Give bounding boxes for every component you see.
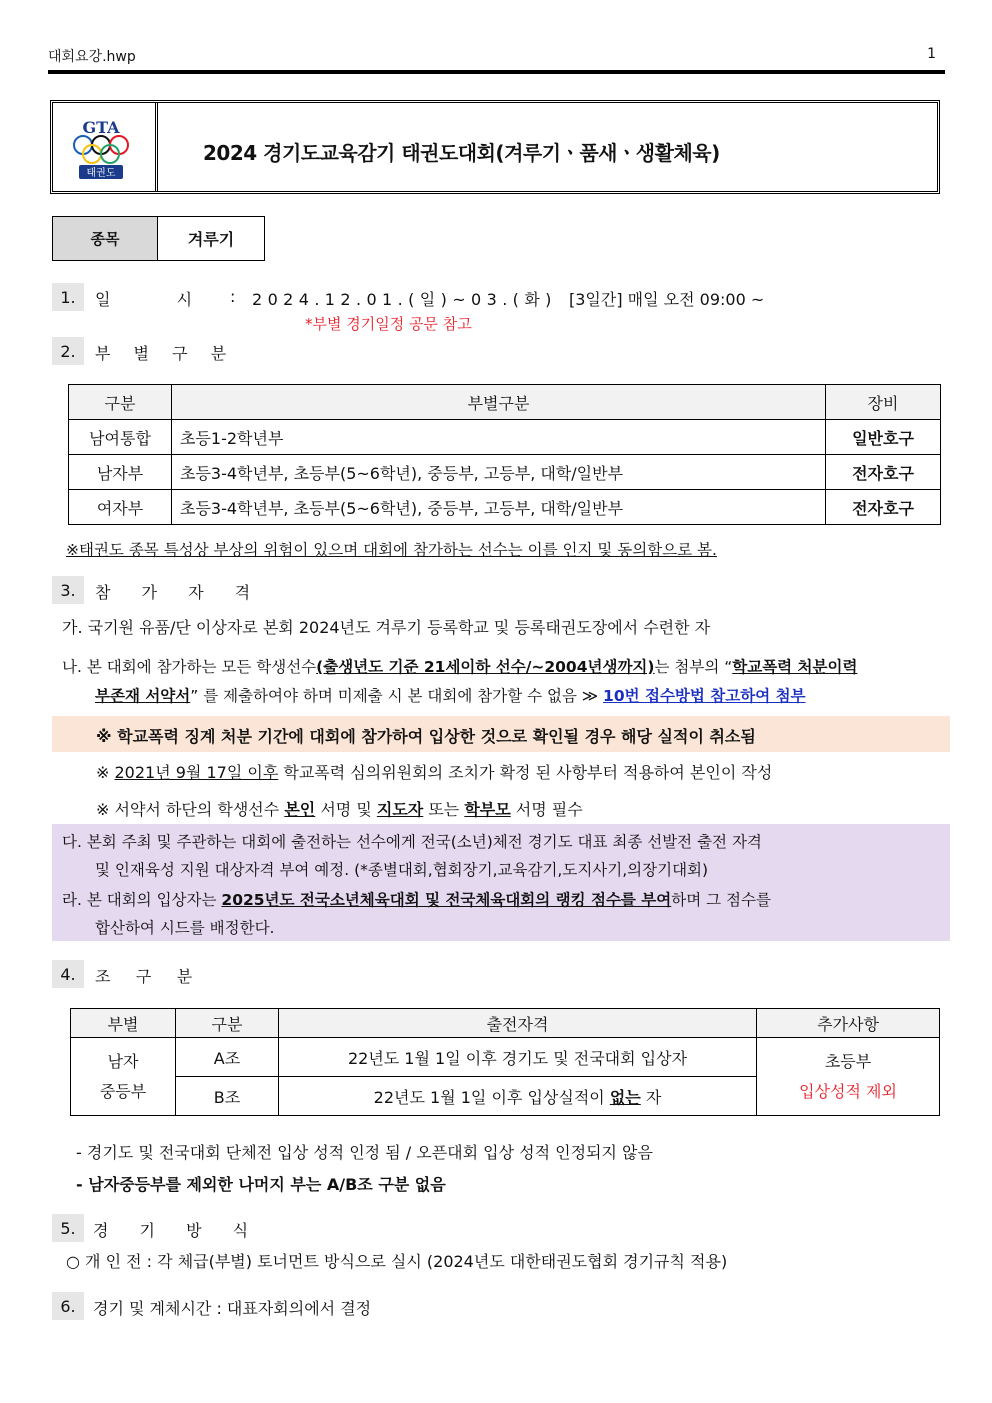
table-cell: 일반호구 <box>826 420 941 455</box>
table-cell: 초등3-4학년부, 초등부(5~6학년), 중등부, 고등부, 대학/일반부 <box>172 490 826 525</box>
title-box <box>50 100 940 194</box>
group-header: 부별 <box>71 1009 176 1038</box>
section-5-label: 경 기 방 식 <box>93 1221 262 1240</box>
division-header: 부별구분 <box>172 385 826 420</box>
category-value: 겨루기 <box>187 230 235 249</box>
eligibility-note-2: ※ 서약서 하단의 학생선수 본인 서명 및 지도자 또는 학부모 서명 필수 <box>96 800 583 819</box>
section-2-note: ※태권도 종목 특성상 부상의 위험이 있으며 대회에 참가하는 선수는 이를 인지 및 동의함으로 봄. <box>66 541 717 559</box>
section-3-label: 참 가 자 격 <box>95 583 264 602</box>
group-bullet-2: - 남자중등부를 제외한 나머지 부는 A/B조 구분 없음 <box>76 1175 446 1194</box>
section-1-time: [3일간] 매일 오전 09:00 ~ <box>569 290 765 309</box>
header-rule <box>48 70 945 74</box>
na-text-3: ” 를 제출하여야 하며 미제출 시 본 대회에 참가할 수 없음 ≫ <box>190 687 604 705</box>
ranking-points: 2025년도 전국소년체육대회 및 전국체육대회의 랭킹 점수를 부여 <box>221 891 672 909</box>
group-bullet-1: - 경기도 및 전국대회 단체전 입상 성적 인정 됨 / 오픈대회 입상 성적 인정되지 않음 <box>76 1143 653 1162</box>
table-cell: 초등3-4학년부, 초등부(5~6학년), 중등부, 고등부, 대학/일반부 <box>172 455 826 490</box>
section-1-colon: : <box>230 287 236 306</box>
eligibility-note-1: ※ 2021년 9월 17일 이후 학교폭력 심의위원회의 조치가 확정 된 사항부터 적용하여 본인이 작성 <box>96 763 773 782</box>
group-header: 추가사항 <box>757 1009 940 1038</box>
group-a: A조 <box>176 1038 279 1077</box>
logo <box>53 103 158 191</box>
group-header: 구분 <box>176 1009 279 1038</box>
division-table <box>68 384 941 525</box>
table-row <box>69 420 941 455</box>
section-2-label: 부 별 구 분 <box>95 344 236 363</box>
group-b: B조 <box>176 1077 279 1116</box>
table-row <box>69 455 941 490</box>
logo-letters: GTA <box>82 118 120 137</box>
page-number: 1 <box>927 46 936 62</box>
table-cell: 전자호구 <box>826 455 941 490</box>
section-5-number: 5. <box>52 1214 84 1242</box>
group-table <box>70 1008 940 1116</box>
eligibility-da-1: 다. 본회 주최 및 주관하는 대회에 출전하는 선수에게 전국(소년)체전 경기도 대표 최종 선발전 출전 자격 <box>62 833 762 851</box>
table-row <box>71 1038 940 1077</box>
eligibility-ra-1: 라. 본 대회의 입상자는 2025년도 전국소년체육대회 및 전국체육대회의 랭킹 점수를 부여하며 그 점수를 <box>62 891 771 909</box>
group-extra: 초등부 입상성적 제외 <box>757 1038 940 1116</box>
table-cell: 전자호구 <box>826 490 941 525</box>
eligibility-na <box>62 655 857 677</box>
page-title: 2024 경기도교육감기 태권도대회(겨루기ㆍ품새ㆍ생활체육) <box>203 141 720 165</box>
na-text-1: 나. 본 대회에 참가하는 모든 학생선수 <box>62 658 317 676</box>
group-header: 출전자격 <box>279 1009 757 1038</box>
section-2-number: 2. <box>52 337 84 365</box>
eligibility-ga: 가. 국기원 유품/단 이상자로 본회 2024년도 겨루기 등록학교 및 등록태권도장에서 수련한 자 <box>62 618 711 637</box>
na-text-2: 는 첨부의 “ <box>654 658 733 676</box>
na-pledge-title: 학교폭력 처분이력 <box>732 658 858 676</box>
olympic-rings-logo-icon <box>53 103 149 191</box>
table-cell: 초등1-2학년부 <box>172 420 826 455</box>
division-header: 장비 <box>826 385 941 420</box>
section-1-note: *부별 경기일정 공문 참고 <box>305 315 472 333</box>
table-cell: 남여통합 <box>69 420 172 455</box>
eligibility-ra-2: 합산하여 시드를 배정한다. <box>95 919 275 937</box>
category-label: 종목 <box>53 217 158 260</box>
division-header: 구분 <box>69 385 172 420</box>
effective-date: 2021년 9월 17일 이후 <box>114 763 279 782</box>
section-4-label: 조 구 분 <box>95 967 193 986</box>
competition-method: ○ 개 인 전 : 각 체급(부별) 토너먼트 방식으로 실시 (2024년도 대한태권도협회 경기규칙 적용) <box>66 1252 728 1271</box>
violence-warning: ※ 학교폭력 징계 처분 기간에 대회에 참가하여 입상한 것으로 확인될 경우 해당 실적이 취소됨 <box>96 727 756 746</box>
section-6-number: 6. <box>52 1292 84 1320</box>
group-a-qualification: 22년도 1월 1일 이후 경기도 및 전국대회 입상자 <box>279 1038 757 1077</box>
section-3-number: 3. <box>52 576 84 604</box>
na-pledge-title-2: 부존재 서약서 <box>95 687 191 705</box>
section-6-label: 경기 및 계체시간 : 대표자회의에서 결정 <box>93 1299 372 1318</box>
na-reference-link: 10번 접수방법 참고하여 첨부 <box>603 687 806 705</box>
na-birth-year: (출생년도 기준 21세이하 선수/~2004년생까지) <box>316 658 655 676</box>
file-name: 대회요강.hwp <box>48 49 136 65</box>
section-4-number: 4. <box>52 960 84 988</box>
section-1-number: 1. <box>52 283 84 311</box>
section-1-date: 2024.12.01.(일)~03.(화) <box>252 290 557 309</box>
table-cell: 여자부 <box>69 490 172 525</box>
table-row <box>69 490 941 525</box>
category-box <box>52 216 265 261</box>
group-b-qualification: 22년도 1월 1일 이후 입상실적이 없는 자 <box>279 1077 757 1116</box>
eligibility-na-line-2 <box>95 684 806 706</box>
table-cell: 남자부 <box>69 455 172 490</box>
group-division: 남자 중등부 <box>71 1038 176 1116</box>
eligibility-da-2: 및 인재육성 지원 대상자격 부여 예정. (*종별대회,협회장기,교육감기,도지사기,의장기대회) <box>95 861 709 879</box>
logo-badge: 태권도 <box>86 168 116 179</box>
section-1-label: 일 시 <box>95 290 193 309</box>
